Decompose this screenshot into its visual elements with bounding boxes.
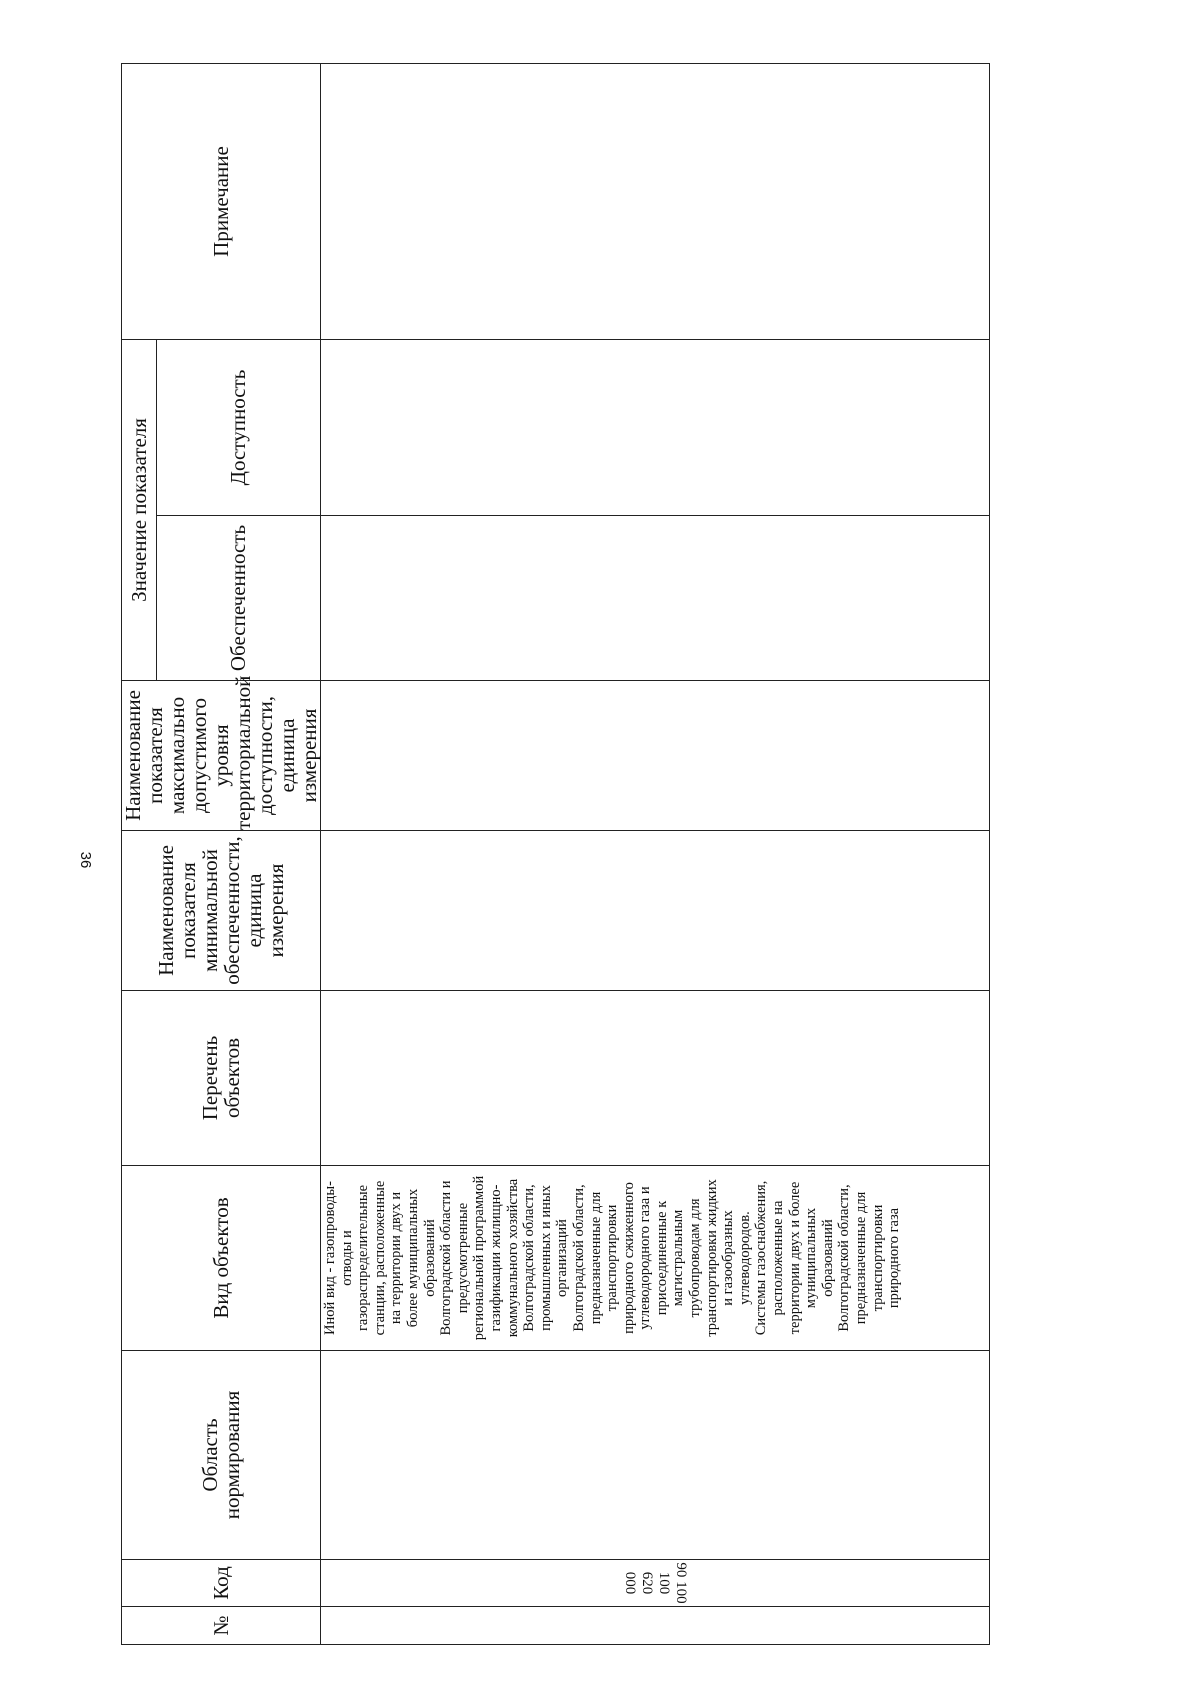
header-max-dost: Наименование показателя максимально допустимого уровня территориальной доступности, единица измерения [121, 675, 321, 830]
header-perechen: Перечень объектов [122, 991, 321, 1166]
header-dostupnost: Доступность [156, 339, 320, 515]
code-value: 90 100 100 620 000 [622, 1562, 689, 1604]
cell-max-dost [321, 681, 990, 831]
vid-text: Иной вид - газопроводы- отводы и газораспределительные станции, расположенные на территории двух и более муниципальных образований Волгоградской области и предусмотренные региональной программой газификации жилищно- коммунального хозяйства Волгоградской области, промышленных и иных организаций Волгоградской области, предназначенные для транспортировки природного сжиженного углеводородного газа и присоединенные к магистральным трубопроводам для транспортировки жидких и газообразных углеводородов. Системы газоснабжения, расположенные на территории двух и более муниципальных образований Волгоградской области, предназначенные для транспортировки природного газа [322, 1175, 903, 1341]
cell-obespechennost [321, 516, 990, 681]
header-primechanie: Примечание [122, 63, 321, 339]
cell-dostupnost [321, 339, 990, 515]
cell-oblast [321, 1351, 990, 1560]
header-vid: Вид объектов [122, 1166, 321, 1351]
cell-perechen [321, 991, 990, 1166]
header-row [122, 63, 157, 1644]
cell-num [321, 1607, 990, 1645]
cell-min-obesp [321, 831, 990, 991]
header-znachenie: Значение показателя [122, 339, 157, 680]
norms-table [121, 64, 978, 1645]
cell-vid [321, 1166, 990, 1351]
header-num: № [122, 1607, 321, 1645]
header-oblast: Область нормирования [122, 1351, 321, 1560]
cell-kod [321, 1560, 990, 1607]
cell-primechanie [321, 63, 990, 339]
table-row [321, 63, 990, 1644]
header-min-obesp: Наименование показателя минимальной обеспеченности, единица измерения [122, 831, 321, 991]
header-kod: Код [122, 1560, 321, 1607]
page-number: 36 [77, 851, 94, 869]
header-obespechennost: Обеспеченность [156, 516, 320, 681]
